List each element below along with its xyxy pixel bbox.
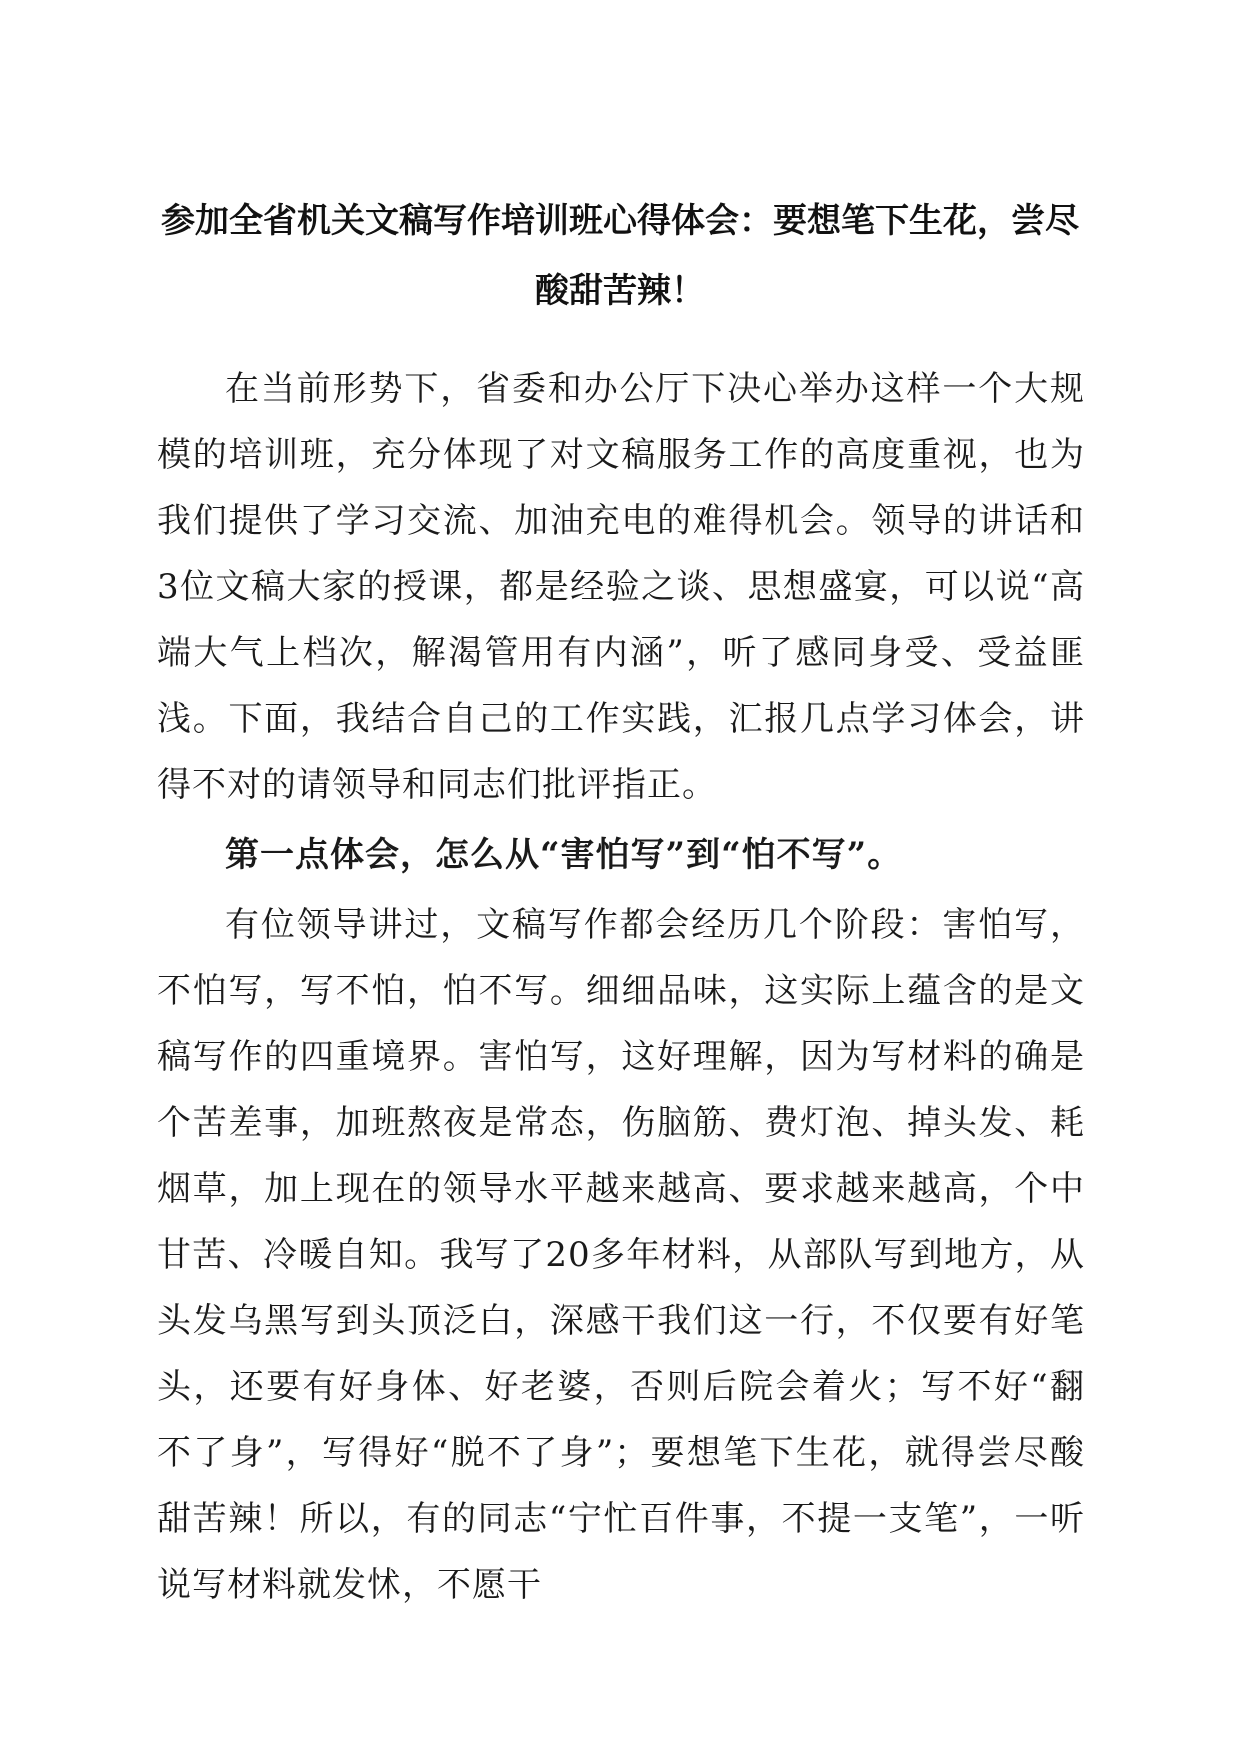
document-body [157, 356, 1085, 1618]
document-title: 参加全省机关文稿写作培训班心得体会：要想笔下生花，尝尽酸甜苦辣！ [161, 201, 1079, 311]
section-heading-1: 第一点体会，怎么从“害怕写”到“怕不写”。 [225, 835, 903, 875]
paragraph-section-1: 有位领导讲过，文稿写作都会经历几个阶段：害怕写，不怕写，写不怕，怕不写。细细品味，这实际上蕴含的是文稿写作的四重境界。害怕写，这好理解，因为写材料的确是个苦差事，加班熬夜是常态，伤脑筋、费灯泡、掉头发、耗烟草，加上现在的领导水平越来越高、要求越来越高，个中甘苦、冷暖自知。我写了20多年材料，从部队写到地方，从头发乌黑写到头顶泛白，深感干我们这一行，不仅要有好笔头，还要有好身体、好老婆，否则后院会着火；写不好“翻不了身”，写得好“脱不了身”；要想笔下生花，就得尝尽酸甜苦辣！所以，有的同志“宁忙百件事，不提一支笔”，一听说写材料就发怵，不愿干 [157, 905, 1085, 1605]
paragraph-intro: 在当前形势下，省委和办公厅下决心举办这样一个大规模的培训班，充分体现了对文稿服务工作的高度重视，也为我们提供了学习交流、加油充电的难得机会。领导的讲话和3位文稿大家的授课，都是经验之谈、思想盛宴，可以说“高端大气上档次，解渴管用有内涵”，听了感同身受、受益匪浅。下面，我结合自己的工作实践，汇报几点学习体会，讲得不对的请领导和同志们批评指正。 [157, 369, 1085, 805]
